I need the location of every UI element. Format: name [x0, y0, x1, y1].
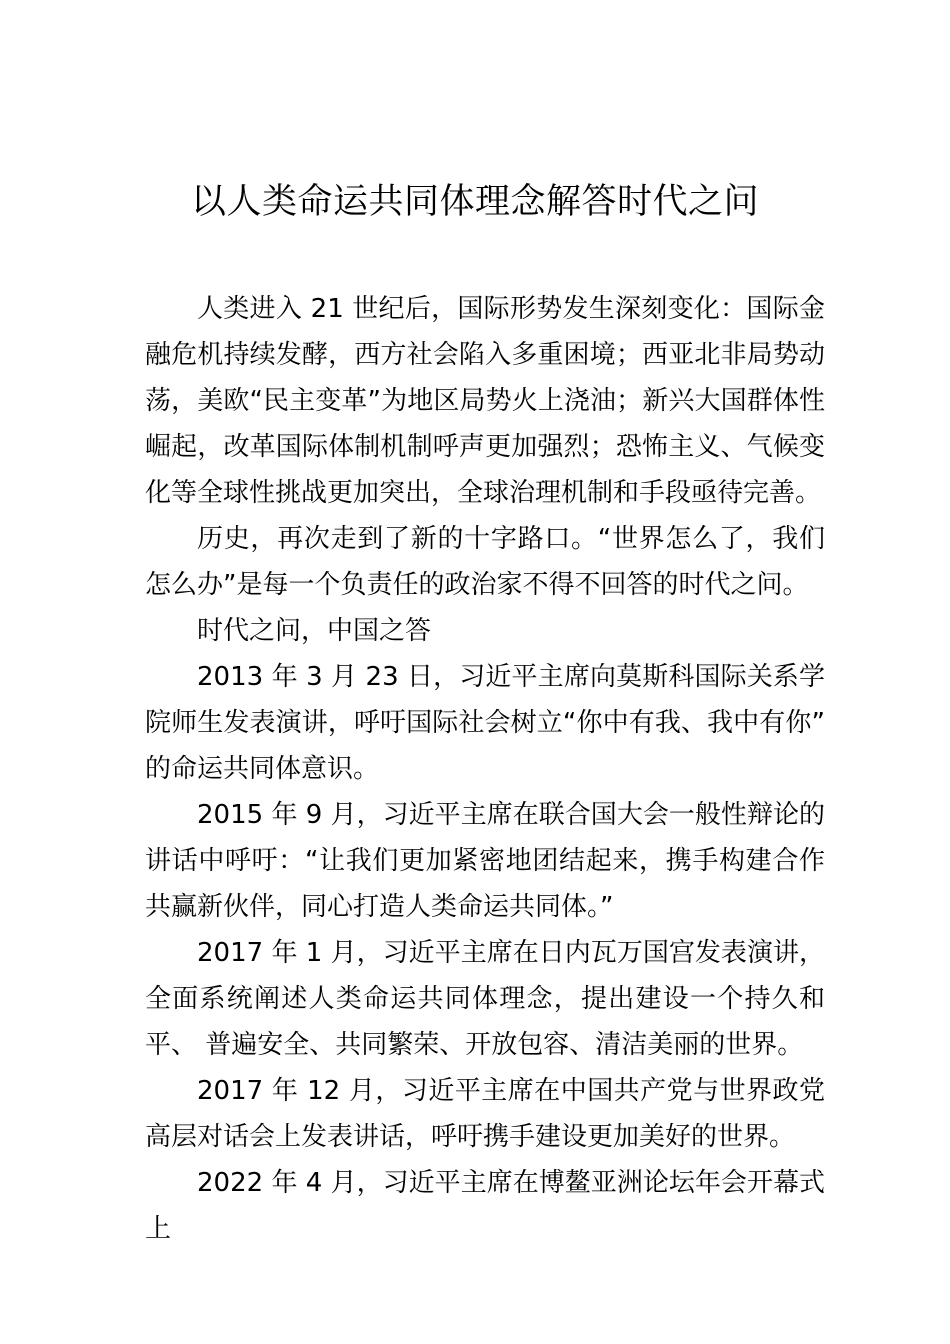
- paragraph: 2022 年 4 月，习近平主席在博鳌亚洲论坛年会开幕式上: [145, 1168, 825, 1244]
- paragraph: 2017 年 1 月，习近平主席在日内瓦万国宫发表演讲，全面系统阐述人类命运共同体理念，提出建设一个持久和平、 普遍安全、共同繁荣、开放包容、清洁美丽的世界。: [145, 938, 825, 1060]
- document-title: 以人类命运共同体理念解答时代之问: [190, 182, 759, 222]
- paragraph: 2013 年 3 月 23 日，习近平主席向莫斯科国际关系学院师生发表演讲，呼吁国际社会树立“你中有我、我中有你” 的命运共同体意识。: [145, 662, 825, 784]
- paragraph: 2015 年 9 月，习近平主席在联合国大会一般性辩论的讲话中呼吁：“让我们更加紧密地团结起来，携手构建合作共赢新伙伴，同心打造人类命运共同体。”: [145, 800, 825, 922]
- paragraph: 2017 年 12 月，习近平主席在中国共产党与世界政党高层对话会上发表讲话，呼吁携手建设更加美好的世界。: [145, 1076, 825, 1152]
- document-body: [145, 286, 825, 1252]
- paragraph: 人类进入 21 世纪后，国际形势发生深刻变化：国际金融危机持续发酵，西方社会陷入多重困境；西亚北非局势动荡，美欧“民主变革”为地区局势火上浇油；新兴大国群体性崛起，改革国际体制机制呼声更加强烈；恐怖主义、气候变化等全球性挑战更加突出，全球治理机制和手段亟待完善。: [145, 294, 825, 508]
- paragraph: 历史，再次走到了新的十字路口。“世界怎么了，我们怎么办”是每一个负责任的政治家不得不回答的时代之问。: [145, 524, 825, 600]
- section-heading: 时代之问，中国之答: [197, 616, 432, 646]
